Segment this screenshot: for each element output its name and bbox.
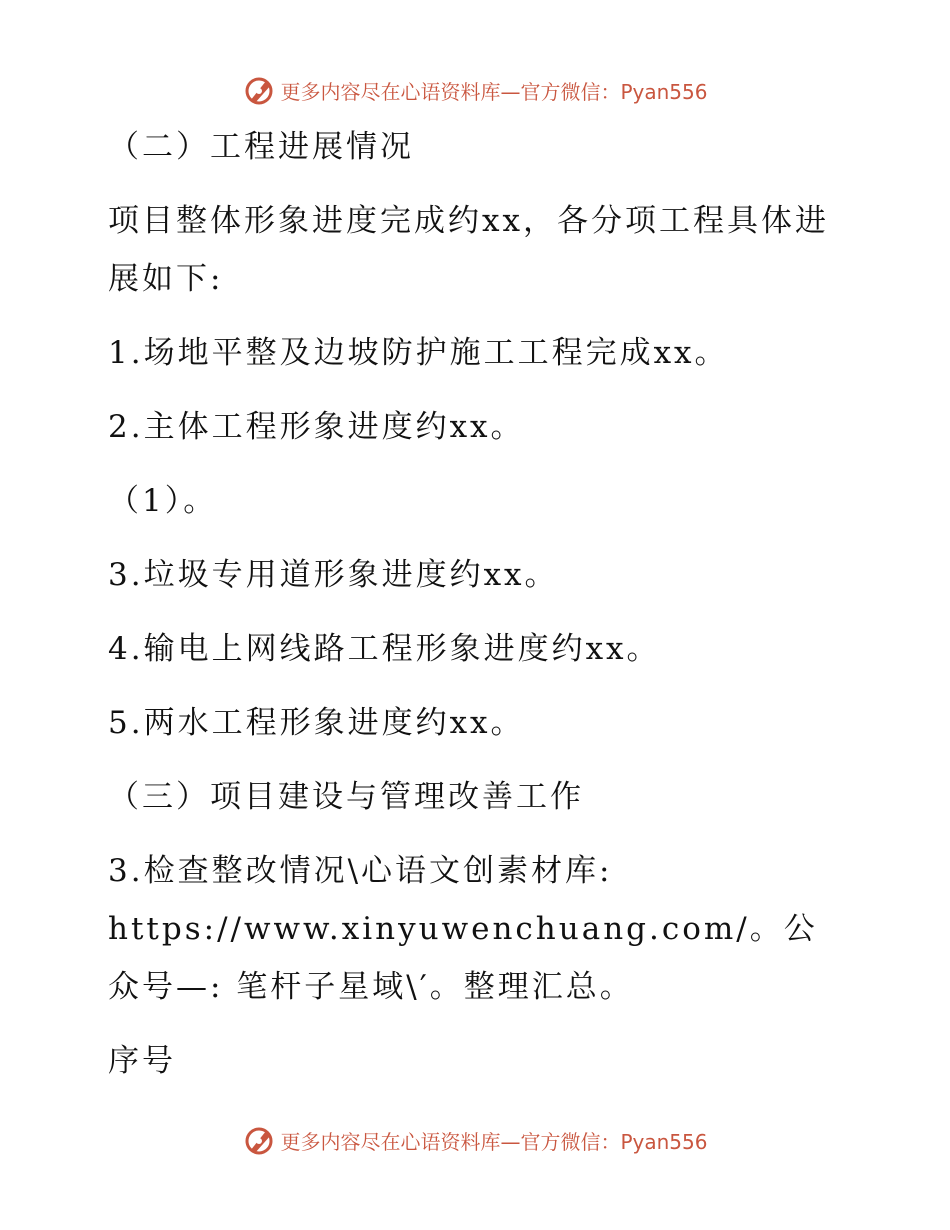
footer-watermark (0, 1120, 950, 1160)
pen-logo-icon (242, 73, 276, 107)
watermark-text: 更多内容尽在心语资料库—官方微信：Pyan556 (280, 79, 708, 104)
list-subitem-1: （1）。 (108, 483, 218, 519)
paragraph-inspection: 3.检查整改情况\心语文创素材库: https://www.xinyuwenchuang.com/。公众号—: 笔杆子星域\′。整理汇总。 (108, 853, 818, 1005)
pen-logo-icon (242, 1123, 276, 1157)
list-item-1: 1.场地平整及边坡防护施工工程完成xx。 (108, 335, 729, 371)
list-item-4: 4.输电上网线路工程形象进度约xx。 (108, 631, 661, 667)
list-item-3: 3.垃圾专用道形象进度约xx。 (108, 557, 559, 593)
list-item-2: 2.主体工程形象进度约xx。 (108, 409, 525, 445)
list-item-5: 5.两水工程形象进度约xx。 (108, 705, 525, 741)
header-watermark (0, 70, 950, 110)
watermark-text: 更多内容尽在心语资料库—官方微信：Pyan556 (280, 1129, 708, 1154)
section-heading-2: （二）工程进展情况 (108, 129, 414, 165)
section-heading-3: （三）项目建设与管理改善工作 (108, 779, 584, 815)
table-header-serial: 序号 (108, 1043, 176, 1079)
paragraph-progress-summary: 项目整体形象进度完成约xx，各分项工程具体进展如下: (108, 203, 829, 297)
document-body (96, 118, 836, 1090)
